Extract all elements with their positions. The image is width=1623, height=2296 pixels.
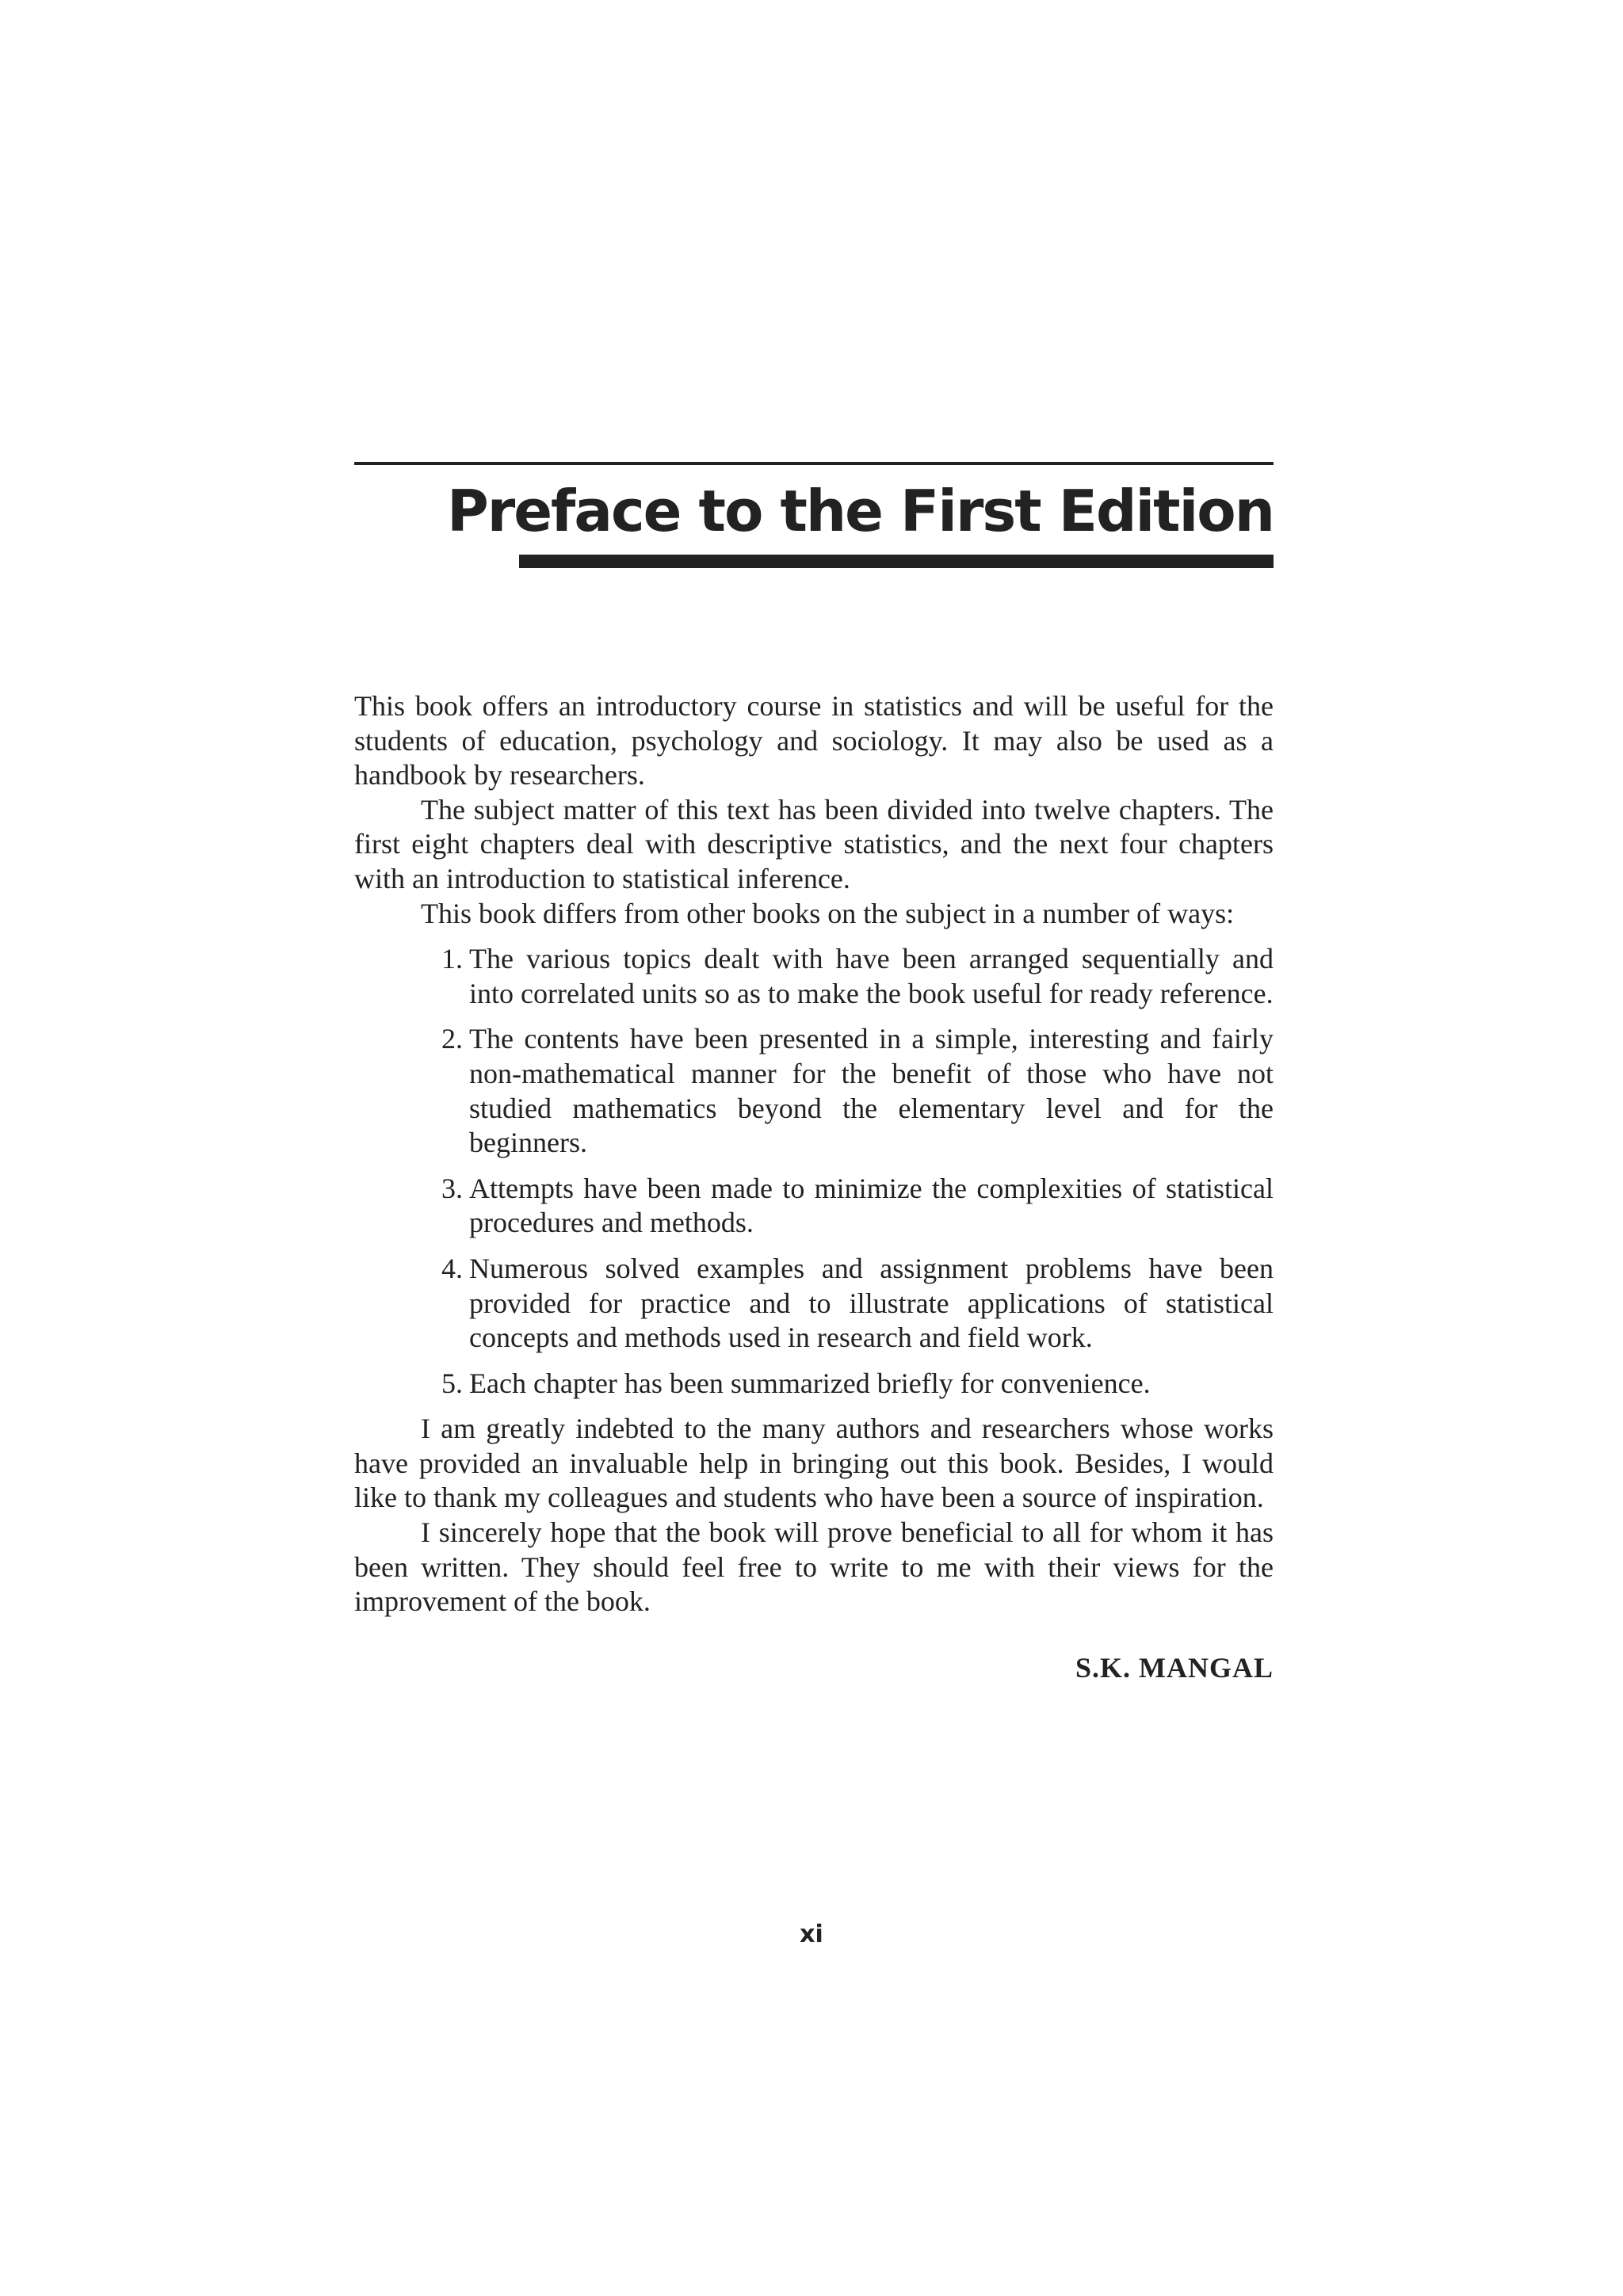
list-item: [441, 1022, 1274, 1160]
list-item-number: 3.: [441, 1172, 463, 1204]
paragraph-differences: This book differs from other books on the subject in a number of ways:: [421, 897, 1235, 929]
paragraph-intro: This book offers an introductory course in statistics and will be useful for the students of education, psychology and sociology. It may also be used as a handbook by researchers.: [354, 690, 1274, 791]
numbered-list: [354, 942, 1274, 1401]
list-item: [441, 942, 1274, 1011]
list-item: [441, 1252, 1274, 1356]
paragraph-closing: I sincerely hope that the book will prove beneficial to all for whom it has been written. They should feel free to write to me with their views for the improvement of the book.: [354, 1516, 1274, 1618]
title-underline-bar: [519, 555, 1274, 568]
list-item: [441, 1172, 1274, 1241]
list-item-number: 5.: [441, 1367, 463, 1399]
author-signature: S.K. MANGAL: [1075, 1651, 1274, 1684]
body-text: [354, 689, 1274, 1685]
page-title: Preface to the First Edition: [446, 478, 1274, 544]
list-item-text: The various topics dealt with have been arranged sequentially and into correlated units so as to make the book useful for ready reference.: [469, 943, 1274, 1009]
list-item-text: The contents have been presented in a simple, interesting and fairly non-mathematical manner for the benefit of those who have not studied mathematics beyond the elementary level and for the beginners.: [469, 1023, 1274, 1159]
list-item-number: 4.: [441, 1252, 463, 1284]
list-item-text: Numerous solved examples and assignment problems have been provided for practice and to illustrate applications of statistical concepts and methods used in research and field work.: [469, 1252, 1274, 1354]
paragraph-acknowledgements: I am greatly indebted to the many authors and researchers whose works have provided an invaluable help in bringing out this book. Besides, I would like to thank my colleagues and students who have been a source of inspiration.: [354, 1413, 1274, 1514]
list-item: [441, 1367, 1274, 1402]
list-item-text: Each chapter has been summarized briefly for convenience.: [469, 1367, 1151, 1399]
list-item-number: 1.: [441, 943, 463, 975]
top-rule: [354, 462, 1274, 465]
page-number: xi: [800, 1920, 823, 1948]
list-item-number: 2.: [441, 1023, 463, 1055]
list-item-text: Attempts have been made to minimize the complexities of statistical procedures and methods.: [469, 1172, 1274, 1239]
paragraph-chapters: The subject matter of this text has been divided into twelve chapters. The first eight chapters deal with descriptive statistics, and the next four chapters with an introduction to statistical inference.: [354, 793, 1274, 894]
